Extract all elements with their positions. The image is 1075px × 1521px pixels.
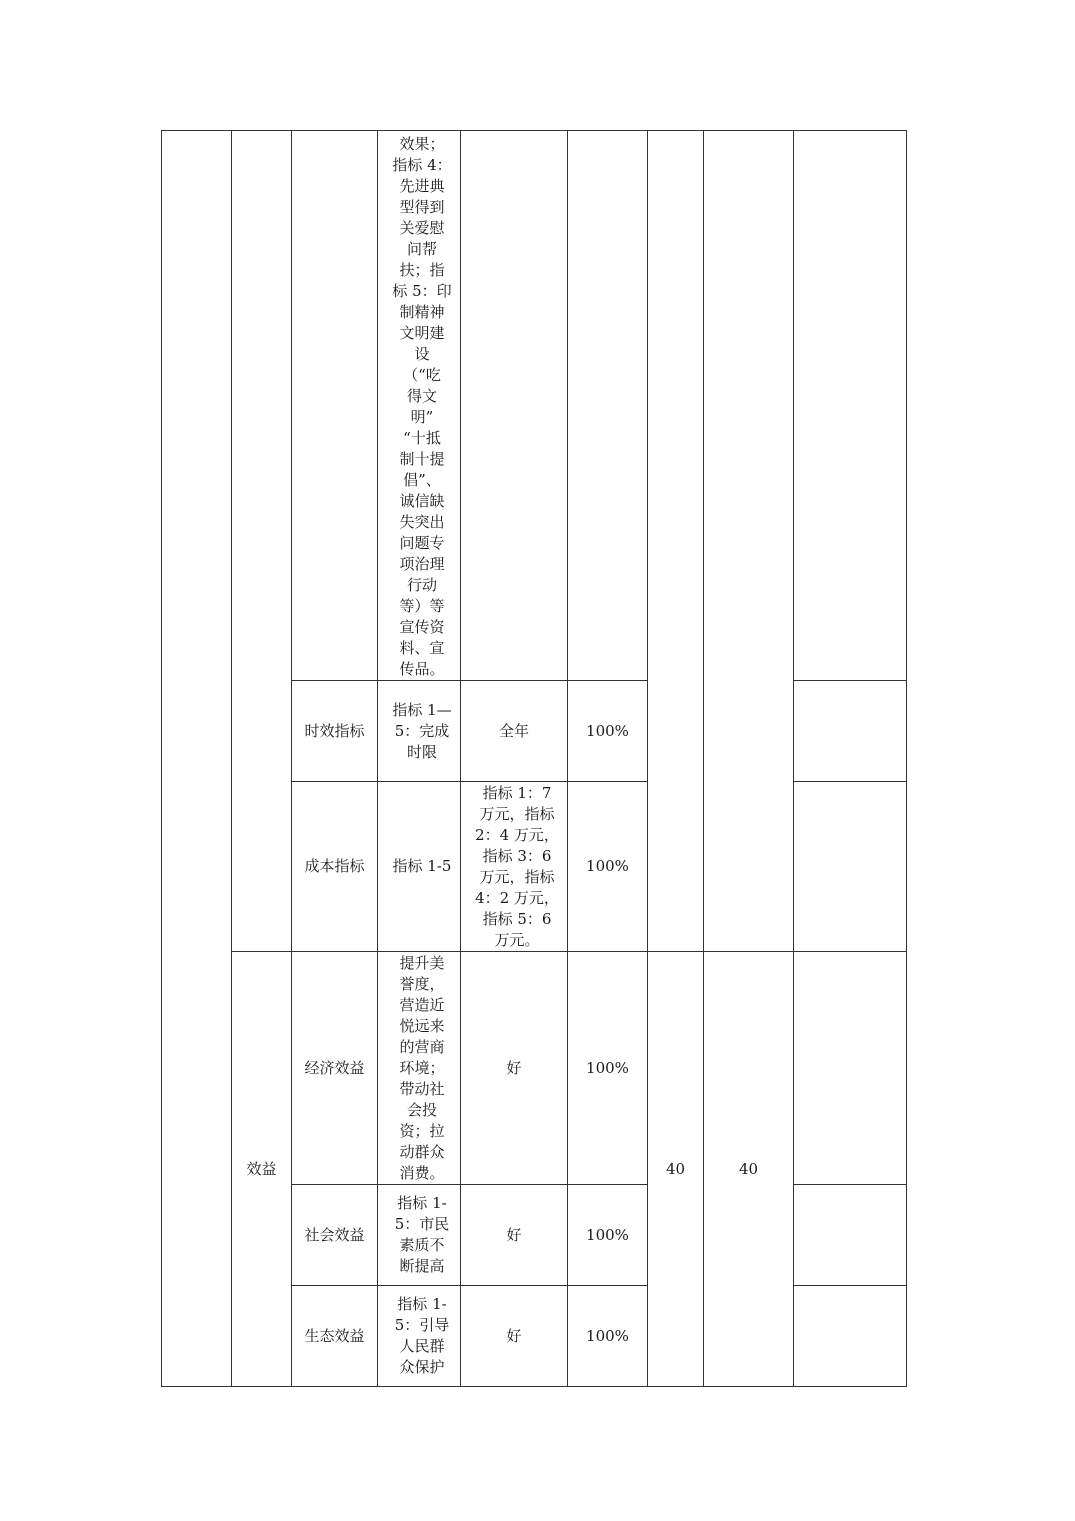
target-cell: 全年	[461, 681, 568, 782]
remark-cell	[794, 1185, 907, 1286]
level2-cell-benefit: 效益	[232, 952, 292, 1387]
completion-cell: 100%	[568, 1286, 648, 1387]
indicator-cell: 指标 1- 5：市民 素质不 断提高	[378, 1185, 461, 1286]
target-cell	[461, 131, 568, 681]
target-cell: 指标 1：7 万元，指标 2：4 万元， 指标 3：6 万元，指标 4：2 万元， 指标 5：6 万元。	[461, 782, 568, 952]
completion-cell: 100%	[568, 681, 648, 782]
level2-cell-output	[232, 131, 292, 952]
score-cell-output	[704, 131, 794, 952]
target-cell: 好	[461, 1185, 568, 1286]
category-cell: 社会效益	[292, 1185, 378, 1286]
remark-cell	[794, 131, 907, 681]
category-cell	[292, 131, 378, 681]
indicator-cell: 指标 1-5	[378, 782, 461, 952]
completion-cell: 100%	[568, 782, 648, 952]
remark-cell	[794, 681, 907, 782]
level1-cell	[162, 131, 232, 1387]
target-cell: 好	[461, 952, 568, 1185]
completion-cell: 100%	[568, 952, 648, 1185]
score-cell-benefit: 40	[704, 952, 794, 1387]
category-cell: 时效指标	[292, 681, 378, 782]
indicator-cell: 提升美 誉度， 营造近 悦远来 的营商 环境； 带动社 会投 资；拉 动群众 消费。	[378, 952, 461, 1185]
category-cell: 成本指标	[292, 782, 378, 952]
completion-cell	[568, 131, 648, 681]
weight-cell-benefit: 40	[648, 952, 704, 1387]
completion-cell: 100%	[568, 1185, 648, 1286]
target-cell: 好	[461, 1286, 568, 1387]
remark-cell	[794, 782, 907, 952]
table-row	[162, 131, 907, 681]
performance-table	[161, 130, 907, 1387]
remark-cell	[794, 1286, 907, 1387]
remark-cell	[794, 952, 907, 1185]
table-row	[162, 952, 907, 1185]
indicator-cell: 指标 1- 5：引导 人民群 众保护	[378, 1286, 461, 1387]
indicator-cell: 效果； 指标 4： 先进典 型得到 关爱慰 问帮 扶；指 标 5：印 制精神 文明建 设 （“吃 得文 明” “十抵 制十提 倡”、 诚信缺 失突出 问题专 项治理 行动 等）等 宣传资 料、宣 传品。	[378, 131, 461, 681]
weight-cell-output	[648, 131, 704, 952]
category-cell: 生态效益	[292, 1286, 378, 1387]
indicator-cell: 指标 1— 5：完成 时限	[378, 681, 461, 782]
category-cell: 经济效益	[292, 952, 378, 1185]
